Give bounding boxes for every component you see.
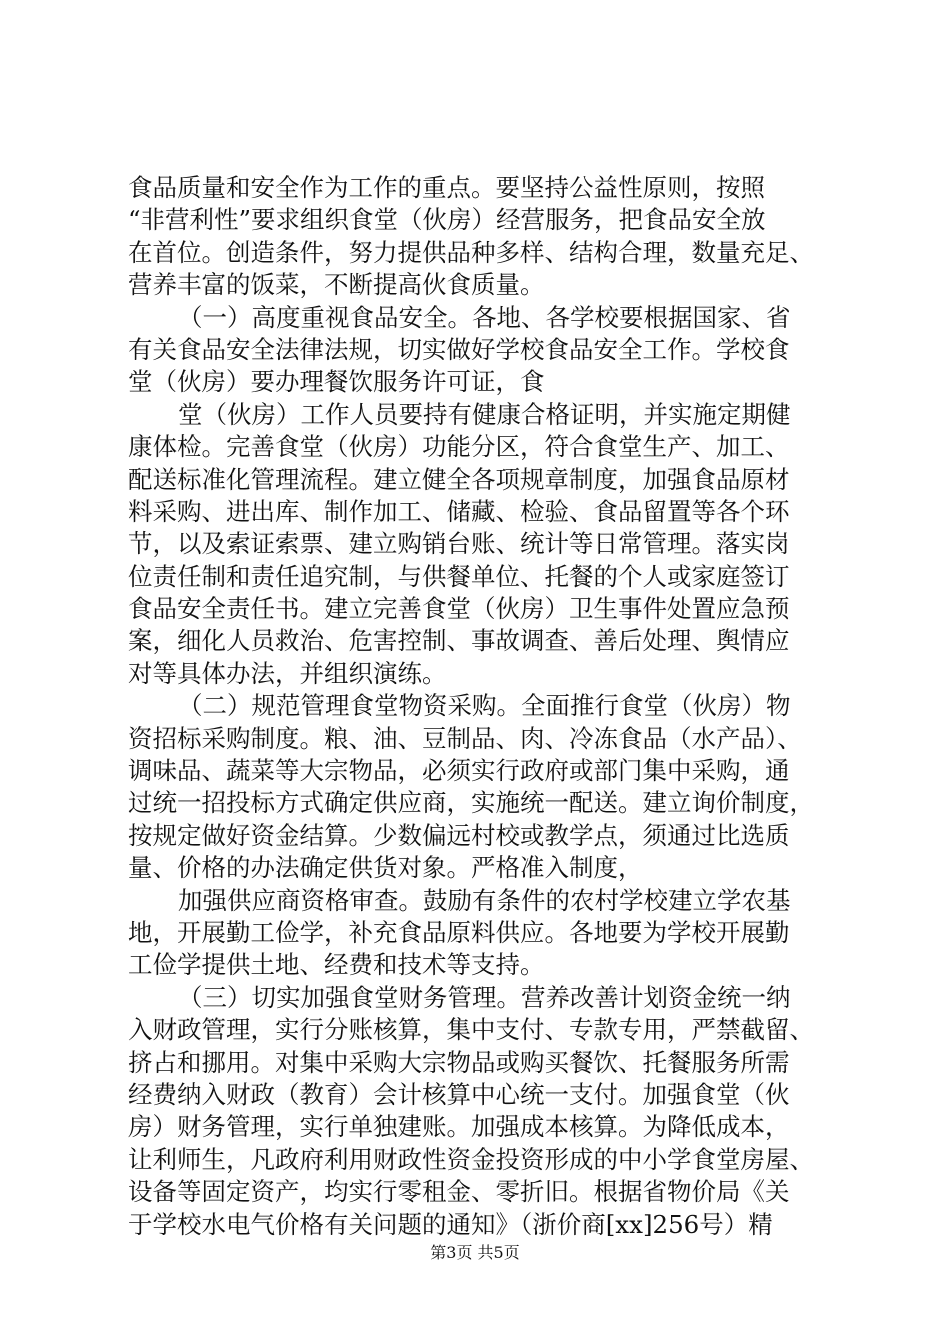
text-line: （一）高度重视食品安全。各地、各学校要根据国家、省 [178,302,791,332]
text-line: 加强供应商资格审查。鼓励有条件的农村学校建立学农基 [178,885,791,915]
text-line: 资招标采购制度。粮、油、豆制品、肉、冷冻食品（水产品）、 [128,723,802,753]
text-line: “非营利性”要求组织食堂（伙房）经营服务，把食品安全放 [128,205,766,235]
text-line: 按规定做好资金结算。少数偏远村校或教学点，须通过比选质 [128,820,790,850]
text-line: （二）规范管理食堂物资采购。全面推行食堂（伙房）物 [178,691,791,721]
text-line: 地，开展勤工俭学，补充食品原料供应。各地要为学校开展勤 [128,917,790,947]
document-body [128,172,828,1241]
text-line: 食品质量和安全作为工作的重点。要坚持公益性原则，按照 [128,173,765,202]
text-line: 案，细化人员救治、危害控制、事故调查、善后处理、舆情应 [128,626,790,656]
page-number-footer: 第3页 共5页 [430,1243,520,1262]
text-line: 有关食品安全法律法规，切实做好学校食品安全工作。学校食 [128,334,790,364]
text-line: （三）切实加强食堂财务管理。营养改善计划资金统一纳 [178,982,791,1012]
text-line: 堂（伙房）要办理餐饮服务许可证，食 [128,367,545,397]
text-line: 堂（伙房）工作人员要持有健康合格证明，并实施定期健 [178,399,791,429]
text-line: 节，以及索证索票、建立购销台账、统计等日常管理。落实岗 [128,529,790,559]
text-line: 过统一招投标方式确定供应商，实施统一配送。建立询价制度， [128,788,814,818]
text-line: 工俭学提供土地、经费和技术等支持。 [128,950,545,980]
text-line: 在首位。创造条件，努力提供品种多样、结构合理，数量充足、 [128,237,814,267]
text-line: 房）财务管理，实行单独建账。加强成本核算。为降低成本， [128,1112,790,1142]
text-line: 调味品、蔬菜等大宗物品，必须实行政府或部门集中采购，通 [128,756,790,786]
text-line: 配送标准化管理流程。建立健全各项规章制度，加强食品原材 [128,464,790,494]
text-line: 对等具体办法，并组织演练。 [128,658,447,688]
text-line: 料采购、进出库、制作加工、储藏、检验、食品留置等各个环 [128,496,790,526]
text-line: 位责任制和责任追究制，与供餐单位、托餐的个人或家庭签订 [128,561,790,591]
text-line: 营养丰富的饭菜，不断提高伙食质量。 [128,270,545,300]
text-line: 食品安全责任书。建立完善食堂（伙房）卫生事件处置应急预 [128,594,790,624]
text-line: 量、价格的办法确定供货对象。严格准入制度， [128,853,643,883]
text-line: 入财政管理，实行分账核算，集中支付、专款专用，严禁截留、 [128,1015,814,1045]
text-line: 于学校水电气价格有关问题的通知》（浙价商[xx]256号）精 [128,1209,773,1239]
text-line: 设备等固定资产，均实行零租金、零折旧。根据省物价局《关 [128,1177,790,1207]
text-line: 康体检。完善食堂（伙房）功能分区，符合食堂生产、加工、 [128,432,790,462]
text-line: 挤占和挪用。对集中采购大宗物品或购买餐饮、托餐服务所需 [128,1047,790,1077]
text-line: 让利师生，凡政府利用财政性资金投资形成的中小学食堂房屋、 [128,1144,814,1174]
text-line: 经费纳入财政（教育）会计核算中心统一支付。加强食堂（伙 [128,1079,790,1109]
